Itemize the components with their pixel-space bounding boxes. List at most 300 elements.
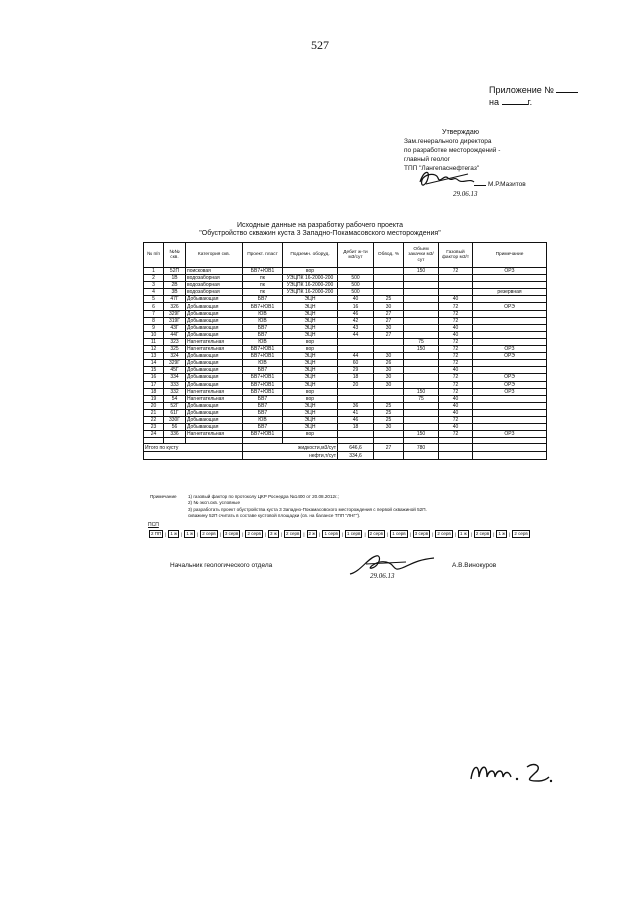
table-cell: 72 [439, 303, 473, 310]
table-cell [338, 346, 374, 353]
table-cell: вор [283, 431, 338, 438]
table-cell: 11 [144, 338, 164, 345]
stamp-box: 1 ж [170, 531, 178, 536]
table-cell: 500 [338, 275, 374, 282]
table-cell: 20 [144, 402, 164, 409]
table-cell: 18 [144, 388, 164, 395]
table-cell: Нагнетательная [186, 338, 243, 345]
table-cell [439, 275, 473, 282]
appendix-date-blank [502, 96, 528, 105]
table-row [144, 374, 547, 381]
table-cell: 46 [338, 310, 374, 317]
table-cell: водозаборная [186, 289, 243, 296]
table-cell: 16 [144, 374, 164, 381]
table-cell: 13 [144, 353, 164, 360]
table-body [144, 268, 547, 438]
table-cell: 150 [404, 431, 439, 438]
table-cell: БВ7+ЮВ1 [243, 268, 283, 275]
table-cell: БВ7+ЮВ1 [243, 381, 283, 388]
table-row [144, 402, 547, 409]
table-cell [404, 331, 439, 338]
total-injection-value: 780 [404, 444, 439, 452]
table-cell: 72 [439, 388, 473, 395]
table-cell: 61Г [164, 409, 186, 416]
table-cell [404, 360, 439, 367]
table-row [144, 310, 547, 317]
table-cell: 40 [439, 409, 473, 416]
table-cell: 25 [374, 402, 404, 409]
table-cell: 42 [338, 317, 374, 324]
table-cell [473, 282, 547, 289]
approval-date: 29.06.13 [453, 190, 478, 198]
col-header: №№ скв. [164, 243, 186, 268]
table-cell: Добывающая [186, 303, 243, 310]
table-cell [473, 331, 547, 338]
table-cell: поисковая [186, 268, 243, 275]
table-cell: 40 [338, 296, 374, 303]
table-cell: 333 [164, 381, 186, 388]
table-cell: водозаборная [186, 275, 243, 282]
table-cell: 27 [374, 317, 404, 324]
table-cell: ЮВ [243, 310, 283, 317]
table-cell: БВ7+ЮВ1 [243, 374, 283, 381]
table-cell: 325 [164, 346, 186, 353]
table-cell: 3 [144, 282, 164, 289]
table-cell: 150 [404, 388, 439, 395]
table-cell: 54 [164, 395, 186, 402]
table-row [144, 282, 547, 289]
stamp-box: 2 серв [202, 531, 216, 536]
table-cell: ЭЦН [283, 360, 338, 367]
table-cell [404, 402, 439, 409]
table-cell: 56 [164, 424, 186, 431]
stamp-box: 2 ж [308, 531, 316, 536]
table-row [144, 353, 547, 360]
table-cell: 5 [144, 296, 164, 303]
table-cell: 25 [374, 416, 404, 423]
notes-block [150, 494, 427, 519]
table-cell: 1 [144, 268, 164, 275]
table-row [144, 275, 547, 282]
table-cell: БВ7 [243, 324, 283, 331]
table-cell: вор [283, 346, 338, 353]
table-cell: ЭЦН [283, 303, 338, 310]
table-cell: ЮВ [243, 416, 283, 423]
approval-signer: М.Р.Мазитов [488, 181, 526, 188]
table-cell: 8 [144, 317, 164, 324]
table-cell: 72 [439, 338, 473, 345]
approval-line: главный геолог [404, 156, 450, 163]
table-cell [338, 431, 374, 438]
doc-title-line2: "Обустройство скважин куста 3 Западно-Покамасовского месторождения" [199, 230, 441, 237]
table-cell [338, 338, 374, 345]
note-item: скважину 52П считать в составе кустовой площадки (св. на балансе ТПП "ЛНГ"). [188, 512, 361, 518]
table-cell: ОРЭ [473, 353, 547, 360]
table-cell: ЭЦН [283, 310, 338, 317]
table-cell [473, 360, 547, 367]
table-cell: ОРЗ [473, 346, 547, 353]
table-cell: Добывающая [186, 402, 243, 409]
table-cell: Нагнетательная [186, 388, 243, 395]
col-header: Газовый фактор м3/т [439, 243, 473, 268]
table-cell [374, 268, 404, 275]
table-row [144, 296, 547, 303]
table-cell: водозаборная [186, 282, 243, 289]
table-cell [404, 409, 439, 416]
table-cell: 72 [439, 317, 473, 324]
table-cell [404, 296, 439, 303]
table-cell: 52П [164, 268, 186, 275]
stamp-box: 3 серв [224, 531, 239, 536]
table-row [144, 409, 547, 416]
table-cell: ЭЦН [283, 381, 338, 388]
table-cell [338, 388, 374, 395]
table-cell: БВ7+ЮВ1 [243, 303, 283, 310]
table-cell: 72 [439, 268, 473, 275]
table-cell: 72 [439, 360, 473, 367]
stamp-box: 1 серв [324, 531, 338, 536]
table-cell: ЭЦН [283, 331, 338, 338]
table-cell: 336 [164, 431, 186, 438]
table-cell: ЭЦН [283, 296, 338, 303]
table-cell [338, 268, 374, 275]
table-cell: БВ7 [243, 367, 283, 374]
col-header: Подземн. оборуд. [283, 243, 338, 268]
table-cell [404, 367, 439, 374]
table-cell: ЭЦН [283, 424, 338, 431]
table-cell: БВ7 [243, 296, 283, 303]
table-cell [374, 395, 404, 402]
head-signer: А.В.Винокуров [452, 562, 497, 569]
table-cell [404, 381, 439, 388]
table-row [144, 381, 547, 388]
table-cell: 40 [439, 395, 473, 402]
table-cell: 150 [404, 268, 439, 275]
table-cell: 72 [439, 381, 473, 388]
table-cell [473, 402, 547, 409]
table-cell: Нагнетательная [186, 431, 243, 438]
table-cell [374, 346, 404, 353]
table-cell: ЮВ [243, 317, 283, 324]
appendix-label: Приложение № [489, 85, 554, 95]
doc-title-line1: Исходные данные на разработку рабочего проекта [237, 222, 403, 229]
table-cell: БВ7+ЮВ1 [243, 353, 283, 360]
table-cell: БВ7 [243, 409, 283, 416]
table-cell: 1В [164, 275, 186, 282]
table-cell [404, 416, 439, 423]
table-cell: Добывающая [186, 360, 243, 367]
table-row [144, 431, 547, 438]
table-cell [473, 317, 547, 324]
table-cell: 16 [338, 303, 374, 310]
table-cell [404, 317, 439, 324]
col-header: Дебит ж-ти м3/сут [338, 243, 374, 268]
table-cell: ЭЦН [283, 367, 338, 374]
col-header: Обвод. % [374, 243, 404, 268]
table-cell: 30 [374, 374, 404, 381]
table-cell [404, 275, 439, 282]
table-cell [439, 282, 473, 289]
table-cell: Добывающая [186, 381, 243, 388]
table-cell: 3В [164, 289, 186, 296]
table-cell: 18 [338, 374, 374, 381]
total-liquid-label: жидкости,м3/сут [243, 444, 338, 452]
table-cell: 323 [164, 338, 186, 345]
table-cell: 17 [144, 381, 164, 388]
table-cell: 10 [144, 331, 164, 338]
table-cell: ОРЗ [473, 268, 547, 275]
table-cell: 23 [144, 424, 164, 431]
table-cell [473, 310, 547, 317]
head-title: Начальник геологического отдела [170, 562, 273, 569]
table-cell: ЭЦН [283, 409, 338, 416]
table-cell [374, 388, 404, 395]
table-cell [404, 289, 439, 296]
stamp-box: 1 серв [392, 531, 406, 536]
table-row [144, 360, 547, 367]
table-cell: 500 [338, 289, 374, 296]
table-cell: Добывающая [186, 317, 243, 324]
approval-block [404, 128, 500, 173]
table-cell [473, 395, 547, 402]
total-liquid-value: 646,6 [338, 444, 374, 452]
table-cell: 43 [338, 324, 374, 331]
table-cell: Нагнетательная [186, 395, 243, 402]
table-cell: 332 [164, 388, 186, 395]
table-cell: 12 [144, 346, 164, 353]
table-cell: БВ7+ЮВ1 [243, 346, 283, 353]
table-cell: пк [243, 275, 283, 282]
table-cell: Добывающая [186, 310, 243, 317]
table-cell: 30 [374, 424, 404, 431]
table-cell: 75 [404, 395, 439, 402]
table-cell: 52Г [164, 402, 186, 409]
table-cell: 30 [374, 324, 404, 331]
table-cell: Добывающая [186, 367, 243, 374]
table-cell: 9 [144, 324, 164, 331]
appendix-date-suffix: г. [527, 97, 533, 107]
table-cell: 41 [338, 409, 374, 416]
table-cell: ЭЦН [283, 317, 338, 324]
table-cell [473, 424, 547, 431]
approval-line: ТПП "Лангепаснефтегаз" [404, 165, 480, 172]
appendix-number-blank [556, 84, 578, 93]
table-cell [473, 296, 547, 303]
table-cell [473, 367, 547, 374]
table-cell [374, 289, 404, 296]
table-cell: 46 [338, 416, 374, 423]
table-cell: 60 [338, 360, 374, 367]
table-cell: 326 [164, 303, 186, 310]
stamp-box: 3 ж [270, 531, 277, 536]
table-cell: 27 [374, 331, 404, 338]
table-cell: 24 [144, 431, 164, 438]
stamp-box: 2 серв [475, 531, 490, 536]
approval-line: Зам.генерального директора [404, 138, 492, 145]
table-cell: Добывающая [186, 424, 243, 431]
table-cell: БВ7 [243, 331, 283, 338]
table-cell: 72 [439, 310, 473, 317]
table-row [144, 395, 547, 402]
table-cell: ЭЦН [283, 374, 338, 381]
table-cell: 25 [374, 409, 404, 416]
appendix-block [489, 84, 578, 108]
table-cell: 6 [144, 303, 164, 310]
table-cell: 43Г [164, 324, 186, 331]
total-watercut-value: 27 [374, 444, 404, 452]
table-row [144, 303, 547, 310]
table-cell: 30 [374, 353, 404, 360]
table-row [144, 367, 547, 374]
wells-table [143, 242, 547, 460]
table-row [144, 388, 547, 395]
table-cell: 45Г [164, 367, 186, 374]
table-cell: ОРЭ [473, 303, 547, 310]
table-cell: 319Г [164, 317, 186, 324]
table-cell: УЭЦПК 16-2000-200 [283, 289, 338, 296]
table-cell: 329Г [164, 310, 186, 317]
table-cell: ЮВ [243, 360, 283, 367]
stamp-box: 1 ж [459, 531, 467, 536]
table-cell [404, 282, 439, 289]
table-cell [374, 275, 404, 282]
col-header: Примечание [473, 243, 547, 268]
table-cell: Добывающая [186, 409, 243, 416]
table-cell [404, 303, 439, 310]
table-cell [473, 275, 547, 282]
table-cell: 40 [439, 424, 473, 431]
table-cell [374, 282, 404, 289]
table-cell: резервная [473, 289, 547, 296]
table-cell: 72 [439, 353, 473, 360]
table-cell: вор [283, 388, 338, 395]
head-date: 29.06.13 [370, 572, 395, 580]
table-cell [404, 353, 439, 360]
table-cell: 26 [374, 360, 404, 367]
table-cell: Добывающая [186, 331, 243, 338]
table-cell: 19 [144, 395, 164, 402]
stamp-box: 2 серв [285, 531, 300, 536]
stamp-box: 2 серв [514, 531, 528, 536]
table-cell [473, 416, 547, 423]
table-cell [404, 374, 439, 381]
stamp-box: 1 серв [347, 531, 361, 536]
table-cell: ОРЭ [473, 381, 547, 388]
approval-title: Утверждаю [442, 129, 479, 136]
stamp-box: 2 серв [247, 531, 261, 536]
table-cell: 27 [374, 310, 404, 317]
table-cell: 72 [439, 374, 473, 381]
table-cell: Добывающая [186, 296, 243, 303]
table-row [144, 331, 547, 338]
table-cell: 40 [439, 331, 473, 338]
table-row [144, 289, 547, 296]
approval-signature [416, 168, 478, 190]
note-item: 1) газовый фактор по протоколу ЦКР Роснедра №1400 от 20.08.2012г.; [188, 494, 339, 499]
table-cell: ОРЗ [473, 388, 547, 395]
table-row [144, 317, 547, 324]
table-cell: 29 [338, 367, 374, 374]
table-cell: 75 [404, 338, 439, 345]
table-cell: БВ7 [243, 402, 283, 409]
table-cell [374, 338, 404, 345]
table-cell: 40 [439, 324, 473, 331]
table-row [144, 416, 547, 423]
approval-stamp-strip [148, 522, 531, 538]
table-cell: Добывающая [186, 416, 243, 423]
table-cell: 40 [439, 367, 473, 374]
table-row [144, 338, 547, 345]
table-cell: 329Г [164, 360, 186, 367]
stamp-box: 2 серв [369, 531, 384, 536]
total-liquid-row [144, 444, 547, 452]
table-cell: 21 [144, 409, 164, 416]
table-cell: пк [243, 282, 283, 289]
table-row [144, 346, 547, 353]
col-header: Проект. пласт [243, 243, 283, 268]
table-cell: 7 [144, 310, 164, 317]
table-cell: Нагнетательная [186, 346, 243, 353]
table-cell: 2В [164, 282, 186, 289]
table-cell [404, 324, 439, 331]
table-cell: 36 [338, 402, 374, 409]
table-cell: БВ7 [243, 424, 283, 431]
stamp-box: 2 ПП [151, 531, 162, 536]
table-cell [338, 395, 374, 402]
table-cell: ЭЦН [283, 402, 338, 409]
table-cell: 30 [374, 303, 404, 310]
table-cell: ЭЦН [283, 353, 338, 360]
table-cell: 25 [374, 296, 404, 303]
table-row [144, 268, 547, 275]
table-cell [404, 424, 439, 431]
table-cell: 40 [439, 402, 473, 409]
total-label: Итого по кусту [144, 444, 243, 452]
table-cell [374, 431, 404, 438]
table-cell: УЭЦПК 16-2000-200 [283, 282, 338, 289]
table-header-row [144, 243, 547, 268]
table-cell: 47Г [164, 296, 186, 303]
table-cell: 150 [404, 346, 439, 353]
table-cell: 15 [144, 367, 164, 374]
table-cell: 500 [338, 282, 374, 289]
table-cell: Добывающая [186, 324, 243, 331]
table-cell: 334 [164, 374, 186, 381]
table-cell: 40 [439, 296, 473, 303]
table-cell: 44Г [164, 331, 186, 338]
table-cell: 330Г [164, 416, 186, 423]
table-cell: 14 [144, 360, 164, 367]
table-cell: 324 [164, 353, 186, 360]
table-cell: ОРЭ [473, 374, 547, 381]
table-cell: 20 [338, 381, 374, 388]
total-oil-value: 334,6 [338, 452, 374, 460]
approval-sign-line [474, 185, 486, 186]
table-cell: 44 [338, 331, 374, 338]
table-cell: ЮВ [243, 338, 283, 345]
col-header: № п/п [144, 243, 164, 268]
table-cell: ЭЦН [283, 324, 338, 331]
stamp-box: 2 серв [437, 531, 451, 536]
table-cell: пк [243, 289, 283, 296]
stamp-boxes: 2 ПП | 1 ж | 1 ж | 2 серв | 3 серв | 2 серв | 3 ж | 2 серв | 2 ж | 1 серв | 1 серв | 2 серв | 1 серв | 3 серв | 2 серв | 1 ж | 2 серв | 1 ж | 2 серв [151, 531, 528, 537]
table-cell [439, 289, 473, 296]
table-cell: БВ7+ЮВ1 [243, 431, 283, 438]
table-cell: 2 [144, 275, 164, 282]
notes-label: Примечание [150, 494, 177, 499]
table-cell: ЭЦН [283, 416, 338, 423]
stamp-box: 3 серв [414, 531, 429, 536]
